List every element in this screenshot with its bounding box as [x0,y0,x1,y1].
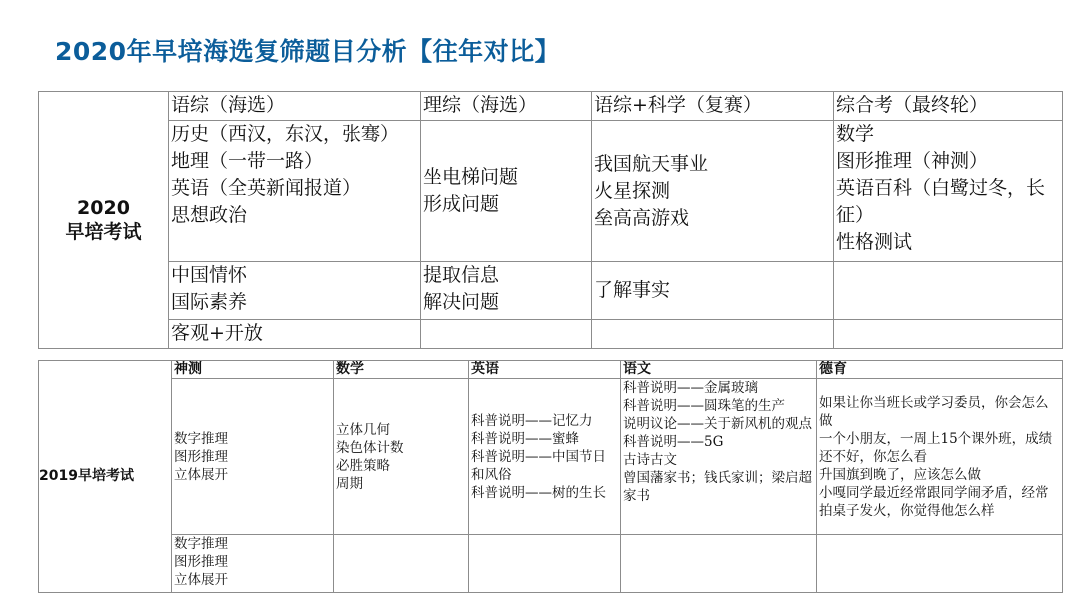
cell-line: 地理（一带一路） [171,150,324,172]
cell-line: 历史（西汉，东汉，张骞） [171,123,400,145]
header-cell: 神测 [172,361,334,379]
cell-line: 曾国藩家书；钱氏家训；梁启超家书 [623,470,812,504]
cell-line: 我国航天事业 [594,152,709,175]
header-cell: 数学 [334,361,469,379]
content-cell [169,121,421,262]
table-2020 [38,91,1063,349]
cell-line: 立体展开 [174,572,228,588]
empty-cell [834,320,1063,349]
cell-line: 性格测试 [836,231,913,253]
cell-line: 古诗古文 [623,452,677,468]
skill-cell [421,262,592,320]
cell-line: 提取信息 [423,264,500,286]
cell-line: 科普说明——圆珠笔的生产 [623,398,785,414]
cell-line: 解决问题 [423,291,500,313]
empty-cell [334,535,469,593]
cell-line: 火星探测 [594,179,671,202]
cell-line: 科普说明——记忆力 [471,412,593,429]
header-cell: 综合考（最终轮） [834,92,1063,121]
header-cell: 德育 [817,361,1063,379]
cell-line: 国际素养 [171,291,248,313]
header-cell: 英语 [469,361,621,379]
cell-line: 图形推理 [174,554,228,570]
cell-line: 英语（全英新闻报道） [171,177,362,199]
empty-cell [834,262,1063,320]
header-cell: 语文 [621,361,817,379]
cell-line: 中国情怀 [171,264,248,286]
cell-line: 科普说明——金属玻璃 [623,380,758,396]
empty-cell [621,535,817,593]
cell-line: 英语百科（白鹭过冬，长征） [836,177,1046,226]
cell-line: 小嘎同学最近经常跟同学闹矛盾，经常拍桌子发火，你觉得他怎么样 [819,484,1049,519]
row-label-name: 早培考试 [65,221,142,243]
content-cell [834,121,1063,262]
row-label-2019: 2019早培考试 [39,361,172,593]
skill-cell: 客观+开放 [169,320,421,349]
cell-line: 数学 [836,123,875,145]
content-cell [469,379,621,535]
cell-line: 科普说明——树的生长 [471,484,606,501]
content-cell [334,379,469,535]
cell-line: 科普说明——5G [623,434,724,450]
empty-cell [421,320,592,349]
cell-line: 升国旗到晚了，应该怎么做 [819,466,981,483]
content-cell [621,379,817,535]
cell-line: 形成问题 [423,193,500,215]
skill-cell [592,262,834,320]
header-cell: 语综（海选） [169,92,421,121]
cell-line: 数字推理 [174,430,228,447]
cell-line: 图形推理（神测） [836,150,989,172]
cell-line: 立体展开 [174,466,228,483]
content-cell [592,121,834,262]
cell-line: 如果让你当班长或学习委员，你会怎么做 [819,394,1049,429]
content-cell [172,535,334,593]
cell-line: 坐电梯问题 [423,166,519,188]
content-cell [172,379,334,535]
empty-cell [817,535,1063,593]
page-title: 2020年早培海选复筛题目分析【往年对比】 [55,37,561,66]
cell-line: 立体几何 [336,421,390,438]
cell-line: 科普说明——蜜蜂 [471,430,579,447]
cell-line: 必胜策略 [336,457,390,474]
cell-line: 了解事实 [594,279,671,301]
cell-line: 染色体计数 [336,439,404,456]
content-cell [421,121,592,262]
header-cell: 理综（海选） [421,92,592,121]
cell-line: 思想政治 [171,204,248,226]
empty-cell [592,320,834,349]
cell-line: 垒高高游戏 [594,206,690,229]
cell-line: 科普说明——中国节日和风俗 [471,448,606,483]
cell-line: 说明议论——关于新风机的观点 [623,416,812,432]
table-2019 [38,360,1063,593]
row-label-2020 [39,92,169,349]
empty-cell [469,535,621,593]
cell-line: 周期 [336,475,363,492]
cell-line: 图形推理 [174,448,228,465]
cell-line: 数字推理 [174,536,228,552]
cell-line: 一个小朋友，一周上15个课外班，成绩还不好，你怎么看 [819,430,1053,465]
skill-cell [169,262,421,320]
header-cell: 语综+科学（复赛） [592,92,834,121]
content-cell [817,379,1063,535]
row-label-year: 2020 [77,197,130,219]
